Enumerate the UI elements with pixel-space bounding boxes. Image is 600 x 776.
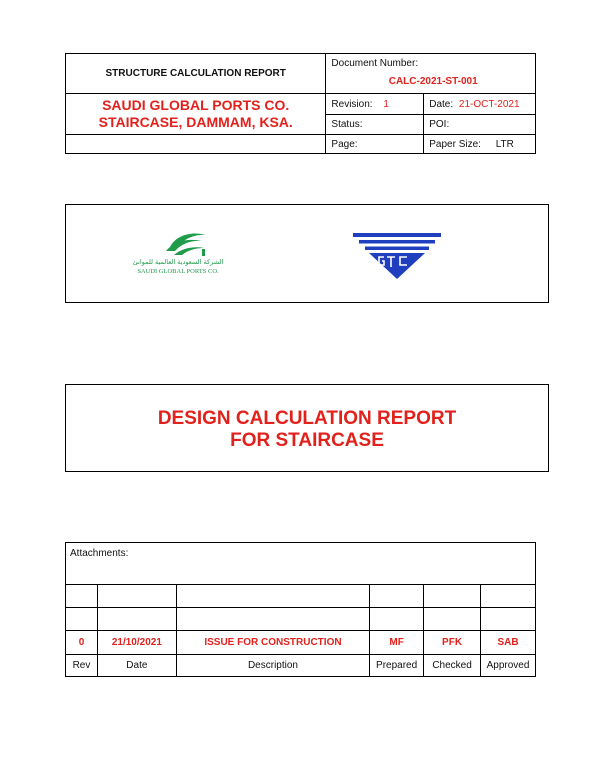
status-cell bbox=[326, 115, 424, 135]
company-cell bbox=[66, 94, 326, 135]
sgp-logo-english: SAUDI GLOBAL PORTS CO. bbox=[137, 268, 219, 275]
rev-prepared: MF bbox=[370, 631, 424, 655]
poi-cell bbox=[424, 115, 536, 135]
rev-date: 21/10/2021 bbox=[97, 631, 176, 655]
gtc-logo-text: GTC bbox=[397, 278, 400, 279]
blank-cell bbox=[66, 135, 326, 154]
col-header-prepared: Prepared bbox=[370, 655, 424, 677]
empty-revision-row bbox=[66, 608, 536, 631]
document-header-table bbox=[65, 53, 536, 154]
col-header-date: Date bbox=[97, 655, 176, 677]
doc-number-label: Document Number: bbox=[331, 58, 419, 69]
revision-label: Revision: bbox=[331, 98, 373, 110]
paper-size-cell bbox=[424, 135, 536, 154]
logos-box bbox=[65, 204, 549, 303]
attachments-cell bbox=[66, 543, 536, 585]
rev-description: ISSUE FOR CONSTRUCTION bbox=[176, 631, 369, 655]
revision-value: 1 bbox=[383, 98, 389, 110]
report-type-cell bbox=[66, 54, 326, 94]
doc-number: CALC-2021-ST-001 bbox=[388, 76, 478, 87]
col-header-rev: Rev bbox=[66, 655, 98, 677]
rev-approved: SAB bbox=[481, 631, 536, 655]
sgp-wave-icon bbox=[126, 229, 230, 259]
doc-number-cell bbox=[326, 54, 536, 94]
sgp-logo bbox=[126, 229, 230, 279]
report-title-box bbox=[65, 384, 549, 472]
sgp-logo-arabic: الشركة السعودية العالمية للموانئ bbox=[132, 258, 224, 266]
date-cell bbox=[424, 94, 536, 115]
paper-size-value: LTR bbox=[495, 138, 514, 150]
rev-number: 0 bbox=[66, 631, 98, 655]
col-header-checked: Checked bbox=[424, 655, 481, 677]
gtc-logo-icon bbox=[351, 231, 443, 281]
col-header-description: Description bbox=[176, 655, 369, 677]
revision-table bbox=[65, 542, 536, 677]
page-label: Page: bbox=[331, 138, 358, 150]
company-line-2: STAIRCASE, DAMMAM, KSA. bbox=[98, 114, 293, 130]
revision-header-row bbox=[66, 655, 536, 677]
report-type: STRUCTURE CALCULATION REPORT bbox=[105, 68, 286, 79]
status-label: Status: bbox=[331, 119, 363, 130]
col-header-approved: Approved bbox=[481, 655, 536, 677]
report-title-line-2: FOR STAIRCASE bbox=[230, 430, 384, 451]
company-line-1: SAUDI GLOBAL PORTS CO. bbox=[102, 97, 290, 113]
empty-revision-row bbox=[66, 585, 536, 608]
date-label: Date: bbox=[429, 98, 454, 110]
attachments-label: Attachments: bbox=[70, 548, 129, 559]
paper-size-label: Paper Size: bbox=[429, 138, 481, 150]
rev-checked: PFK bbox=[424, 631, 481, 655]
page-cell bbox=[326, 135, 424, 154]
poi-label: POI: bbox=[429, 119, 450, 130]
revision-cell bbox=[326, 94, 424, 115]
date-value: 21-OCT-2021 bbox=[458, 98, 520, 110]
report-title-line-1: DESIGN CALCULATION REPORT bbox=[157, 408, 457, 429]
revision-row bbox=[66, 631, 536, 655]
